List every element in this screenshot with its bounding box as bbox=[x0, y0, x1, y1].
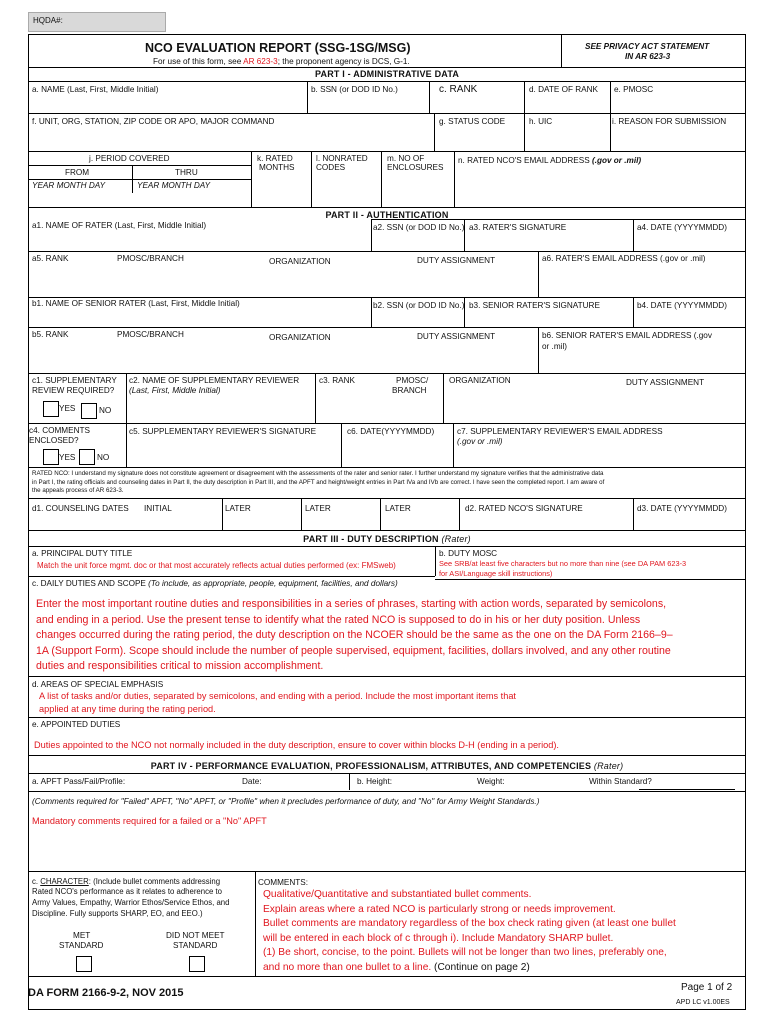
uic-field[interactable]: h. UIC bbox=[529, 117, 553, 126]
met-standard-label-2: STANDARD bbox=[59, 941, 104, 950]
form-subtitle: For use of this form, see AR 623-3; the proponent agency is DCS, G-1. bbox=[153, 57, 410, 66]
rater-pmosc-field[interactable]: PMOSC/BRANCH bbox=[117, 254, 184, 263]
apft-comments-note: (Comments required for "Failed" APFT, "No" APFT, or "Profile" when it precludes performance of duty, and "No" for Army Weight Standards.) bbox=[32, 797, 540, 806]
character-label: c. CHARACTER: (Include bullet comments addressing bbox=[32, 877, 221, 886]
character-desc-1: Rated NCO's performance as it relates to adherence to bbox=[32, 887, 223, 896]
thru-date-field[interactable]: YEAR MONTH DAY bbox=[137, 181, 211, 190]
senior-rater-email-field[interactable]: b6. SENIOR RATER'S EMAIL ADDRESS (.gov bbox=[542, 331, 712, 340]
supp-reviewer-name-field[interactable]: c2. NAME OF SUPPLEMENTARY REVIEWER bbox=[129, 376, 300, 385]
duty-mosc-label: b. DUTY MOSC bbox=[439, 549, 498, 558]
rater-date-field[interactable]: a4. DATE (YYYYMMDD) bbox=[637, 223, 727, 232]
senior-rater-rank-field[interactable]: b5. RANK bbox=[32, 330, 69, 339]
principal-duty-title-label: a. PRINCIPAL DUTY TITLE bbox=[32, 549, 133, 558]
daily-duties-label: c. DAILY DUTIES AND SCOPE (To include, as appropriate, people, equipment, facilities, and dollars) bbox=[32, 579, 398, 588]
hqda-label: HQDA#: bbox=[33, 16, 63, 25]
counseling-dates-label: d1. COUNSELING DATES bbox=[32, 504, 129, 513]
principal-duty-title-field[interactable]: Match the unit force mgmt. doc or that most accurately reflects actual duties performed (ex: FMSweb) bbox=[37, 561, 396, 570]
apft-date-field[interactable]: Date: bbox=[242, 777, 262, 786]
senior-rater-duty-field[interactable]: DUTY ASSIGNMENT bbox=[417, 332, 496, 341]
weight-field[interactable]: Weight: bbox=[477, 777, 505, 786]
unit-field[interactable]: f. UNIT, ORG, STATION, ZIP CODE OR APO, MAJOR COMMAND bbox=[32, 117, 275, 126]
supp-reviewer-date-field[interactable]: c6. DATE(YYYYMMDD) bbox=[347, 427, 435, 436]
reason-field[interactable]: i. REASON FOR SUBMISSION bbox=[612, 117, 727, 126]
enclosures-unit: ENCLOSURES bbox=[387, 163, 444, 172]
within-standard-field[interactable]: Within Standard? bbox=[589, 777, 652, 786]
rater-email-field[interactable]: a6. RATER'S EMAIL ADDRESS (.gov or .mil) bbox=[542, 254, 706, 263]
part4-title: PART IV - PERFORMANCE EVALUATION, PROFESSIONALISM, ATTRIBUTES, AND COMPETENCIES (Rater) bbox=[150, 761, 624, 771]
rated-nco-email-field[interactable]: n. RATED NCO'S EMAIL ADDRESS (.gov or .mil) bbox=[458, 156, 642, 165]
supp-reviewer-org-field[interactable]: ORGANIZATION bbox=[449, 376, 511, 385]
supp-reviewer-name-hint: (Last, First, Middle Initial) bbox=[129, 386, 221, 395]
rater-rank-field[interactable]: a5. RANK bbox=[32, 254, 69, 263]
special-emphasis-field[interactable]: A list of tasks and/or duties, separated by semicolons, and ending with a period. Include the most important items that applied at any time during the rating period. bbox=[39, 691, 516, 714]
pmosc-field[interactable]: e. PMOSC bbox=[614, 85, 654, 94]
comments-enclosed-question: ENCLOSED? bbox=[29, 436, 79, 445]
comments-no-checkbox[interactable] bbox=[79, 449, 95, 465]
form-title: NCO EVALUATION REPORT (SSG-1SG/MSG) bbox=[145, 41, 411, 55]
ar-link[interactable]: AR 623-3 bbox=[243, 57, 278, 66]
period-covered-label: j. PERIOD COVERED bbox=[89, 154, 170, 163]
appointed-duties-label: e. APPOINTED DUTIES bbox=[32, 720, 121, 729]
part2-title: PART II - AUTHENTICATION bbox=[325, 210, 449, 220]
privacy-ref: IN AR 623-3 bbox=[625, 52, 671, 61]
rank-field[interactable]: c. RANK bbox=[439, 84, 478, 95]
supp-review-no-label: NO bbox=[99, 406, 112, 415]
initial-counseling-field[interactable]: INITIAL bbox=[144, 504, 172, 513]
duty-mosc-field[interactable]: See SRB/at least five characters but no more than nine (see DA PAM 623-3 bbox=[439, 559, 687, 568]
supp-review-yes-checkbox[interactable] bbox=[43, 401, 59, 417]
senior-rater-pmosc-field[interactable]: PMOSC/BRANCH bbox=[117, 330, 184, 339]
status-code-field[interactable]: g. STATUS CODE bbox=[439, 117, 506, 126]
senior-rater-ssn-field[interactable]: b2. SSN (or DOD ID No.) bbox=[373, 301, 465, 310]
date-of-rank-field[interactable]: d. DATE OF RANK bbox=[529, 85, 598, 94]
supp-review-question: REVIEW REQUIRED? bbox=[32, 386, 115, 395]
hqda-number-field[interactable] bbox=[28, 12, 166, 32]
from-date-field[interactable]: YEAR MONTH DAY bbox=[32, 181, 106, 190]
nonrated-codes-label: l. NONRATED bbox=[316, 154, 368, 163]
nco-evaluation-form bbox=[28, 34, 746, 1010]
rater-signature-field[interactable]: a3. RATER'S SIGNATURE bbox=[469, 223, 567, 232]
duty-mosc-hint: for ASI/Language skill instructions) bbox=[439, 569, 553, 578]
rated-nco-signature-field[interactable]: d2. RATED NCO'S SIGNATURE bbox=[465, 504, 583, 513]
did-not-meet-label-2: STANDARD bbox=[173, 941, 218, 950]
privacy-statement: SEE PRIVACY ACT STATEMENT bbox=[585, 42, 710, 51]
met-standard-label: MET bbox=[73, 931, 91, 940]
ssn-field[interactable]: b. SSN (or DOD ID No.) bbox=[311, 85, 398, 94]
supp-review-yes-label: YES bbox=[59, 404, 76, 413]
senior-rater-org-field[interactable]: ORGANIZATION bbox=[269, 333, 331, 342]
supp-reviewer-rank-field[interactable]: c3. RANK bbox=[319, 376, 355, 385]
height-field[interactable]: b. Height: bbox=[357, 777, 393, 786]
senior-rater-email-cont: or .mil) bbox=[542, 342, 568, 351]
rater-ssn-field[interactable]: a2. SSN (or DOD ID No.) bbox=[373, 223, 465, 232]
part1-title: PART I - ADMINISTRATIVE DATA bbox=[314, 69, 460, 79]
later-counseling-field-1[interactable]: LATER bbox=[225, 504, 251, 513]
rated-nco-date-field[interactable]: d3. DATE (YYYYMMDD) bbox=[637, 504, 727, 513]
name-field[interactable]: a. NAME (Last, First, Middle Initial) bbox=[32, 85, 159, 94]
supp-reviewer-email-hint: (.gov or .mil) bbox=[457, 437, 503, 446]
version-label: APD LC v1.00ES bbox=[676, 999, 730, 1006]
daily-duties-field[interactable]: Enter the most important routine duties and responsibilities in a series of phrases, starting with action words, separated by semicolons, and ending in a period. Use the present tense to identify what the rated NCO is supposed to do in his or her duty position. Unless changes occurred during the rating period, the duty description on the NCOER should be the same as the one on the DA Form 2166–9– 1A (Support Form). Scope should include the number of people supervised, equipment, facilities, dollars involved, and any other routine duties and responsibilities critical to mission accomplishment. bbox=[36, 598, 673, 672]
supp-reviewer-email-field[interactable]: c7. SUPPLEMENTARY REVIEWER'S EMAIL ADDRESS bbox=[457, 427, 663, 436]
character-desc-3: Discipline. Fully supports SHARP, EO, and EEO.) bbox=[32, 909, 203, 918]
apft-field[interactable]: a. APFT Pass/Fail/Profile: bbox=[32, 777, 126, 786]
rated-months-label: k. RATED bbox=[257, 154, 293, 163]
supp-reviewer-signature-field[interactable]: c5. SUPPLEMENTARY REVIEWER'S SIGNATURE bbox=[129, 427, 317, 436]
from-label: FROM bbox=[65, 168, 90, 177]
rated-months-unit: MONTHS bbox=[259, 163, 295, 172]
character-comments-field[interactable]: Qualitative/Quantitative and substantiated bullet comments. Explain areas where a rated NCO is particularly strong or needs improvement. Bullet comments are mandatory regardless of the box check rating given (at least one bullet will be entered in each block of c through i). Include Mandatory SHARP bullet. (1) Be short, concise, to the point. Bullets will not be longer than two lines, preferably one, and no more than one bullet to a line. (Continue on page 2) bbox=[263, 889, 676, 973]
character-desc-2: Army Values, Empathy, Warrior Ethos/Service Ethos, and bbox=[32, 898, 230, 907]
met-standard-checkbox[interactable] bbox=[76, 956, 92, 972]
rater-name-field[interactable]: a1. NAME OF RATER (Last, First, Middle Initial) bbox=[32, 221, 207, 230]
supp-review-no-checkbox[interactable] bbox=[81, 403, 97, 419]
senior-rater-name-field[interactable]: b1. NAME OF SENIOR RATER (Last, First, Middle Initial) bbox=[32, 299, 240, 308]
did-not-meet-label: DID NOT MEET bbox=[166, 931, 225, 940]
special-emphasis-label: d. AREAS OF SPECIAL EMPHASIS bbox=[32, 680, 164, 689]
form-number: DA FORM 2166-9-2, NOV 2015 bbox=[28, 987, 184, 999]
rater-org-field[interactable]: ORGANIZATION bbox=[269, 257, 331, 266]
did-not-meet-checkbox[interactable] bbox=[189, 956, 205, 972]
page-number: Page 1 of 2 bbox=[681, 982, 733, 993]
supp-reviewer-duty-field[interactable]: DUTY ASSIGNMENT bbox=[626, 378, 705, 387]
senior-rater-signature-field[interactable]: b3. SENIOR RATER'S SIGNATURE bbox=[469, 301, 600, 310]
thru-label: THRU bbox=[175, 168, 198, 177]
rated-nco-statement: RATED NCO: I understand my signature does not constitute agreement or disagreement with the assessments of the rater and senior rater. I further understand my signature verifies that the administrative data in Part I, the rating officials and counseling dates in Part II, the duty description in Part III, and the APFT and height/weight entries in Part IVa and IVb are correct. I have seen the completed report. I am aware of the appeals process of AR 623-3. bbox=[32, 470, 605, 495]
appointed-duties-field[interactable]: Duties appointed to the NCO not normally included in the duty description, ensure to cover within blocks D-H (ending in a period). bbox=[34, 740, 559, 750]
comments-label: COMMENTS: bbox=[258, 878, 309, 887]
enclosures-label: m. NO OF bbox=[387, 154, 425, 163]
apft-comments-field[interactable]: Mandatory comments required for a failed or a "No" APFT bbox=[32, 816, 267, 826]
comments-enclosed-label: c4. COMMENTS bbox=[29, 426, 90, 435]
later-counseling-field-2[interactable]: LATER bbox=[305, 504, 331, 513]
comments-yes-checkbox[interactable] bbox=[43, 449, 59, 465]
comments-no-label: NO bbox=[97, 453, 110, 462]
nonrated-codes-unit: CODES bbox=[316, 163, 346, 172]
supp-reviewer-branch-label: BRANCH bbox=[392, 386, 427, 395]
comments-yes-label: YES bbox=[59, 453, 76, 462]
supp-review-label: c1. SUPPLEMENTARY bbox=[32, 376, 117, 385]
supp-reviewer-pmosc-field[interactable]: PMOSC/ bbox=[396, 376, 429, 385]
rater-duty-field[interactable]: DUTY ASSIGNMENT bbox=[417, 256, 496, 265]
part3-title: PART III - DUTY DESCRIPTION (Rater) bbox=[303, 534, 471, 544]
senior-rater-date-field[interactable]: b4. DATE (YYYYMMDD) bbox=[637, 301, 727, 310]
later-counseling-field-3[interactable]: LATER bbox=[385, 504, 411, 513]
